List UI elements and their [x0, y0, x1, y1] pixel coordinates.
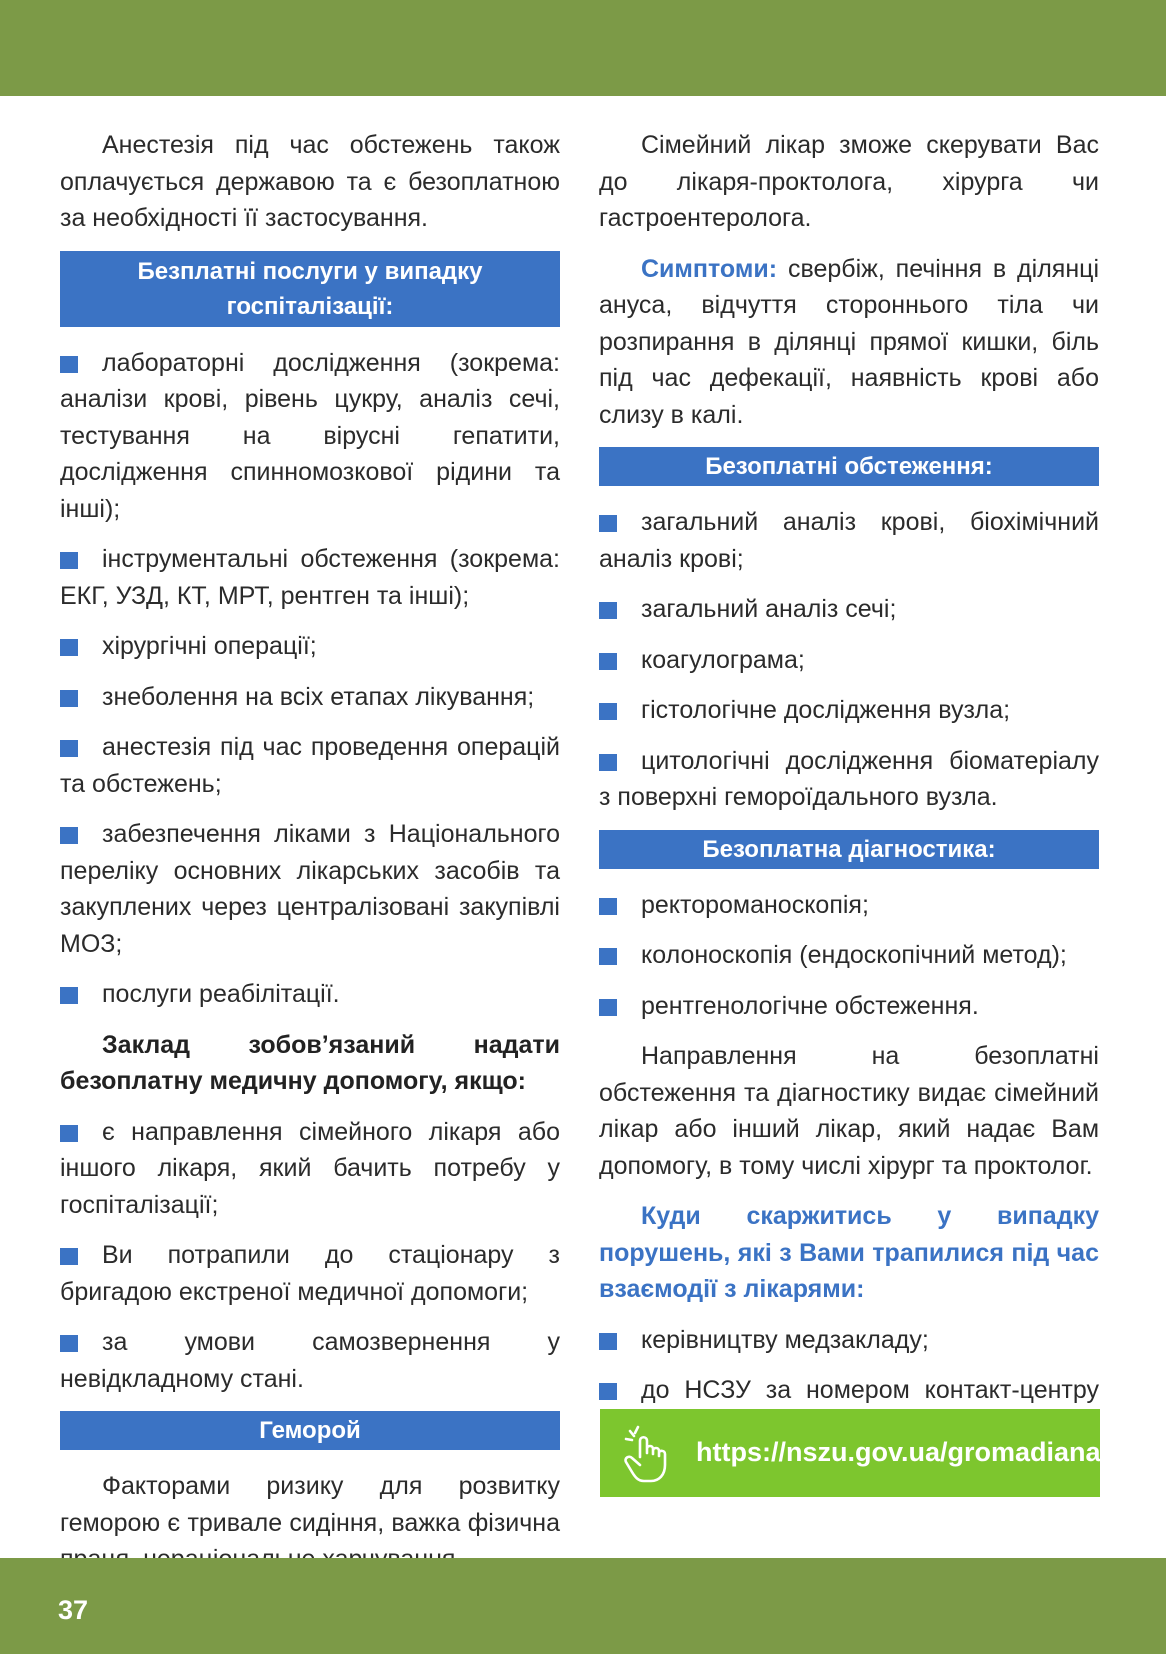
- bullet-square-icon: [60, 987, 78, 1004]
- symptoms-lead: Симптоми:: [641, 254, 778, 283]
- right-column: [599, 127, 1099, 1459]
- bullet-square-icon: [599, 754, 617, 771]
- referral-paragraph: Сімейний лікар зможе скерувати Вас до лікаря-проктолога, хірурга чи гастроентеролога.: [599, 131, 1099, 232]
- bullet-square-icon: [60, 827, 78, 844]
- bullet-square-icon: [60, 1335, 78, 1352]
- bullet-square-icon: [599, 1383, 617, 1400]
- complain-heading: Куди скаржитись у випадку порушень, які з Вами трапилися під час взаємодії з лікарями:: [599, 1202, 1099, 1303]
- hospitalization-title: Безплатні послуги у випадку госпіталізації:: [60, 251, 560, 327]
- list-item: знеболення на всіх етапах лікування;: [60, 679, 560, 716]
- bullet-square-icon: [60, 552, 78, 569]
- bullet-square-icon: [599, 653, 617, 670]
- top-band: [0, 0, 1166, 96]
- bullet-square-icon: [599, 1333, 617, 1350]
- list-item: гістологічне дослідження вузла;: [599, 692, 1099, 729]
- list-item: хірургічні операції;: [60, 628, 560, 665]
- bullet-square-icon: [599, 898, 617, 915]
- risk-factors-paragraph: Факторами ризику для розвитку геморою є тривале сидіння, важка фізична: [60, 1472, 560, 1537]
- list-item: Ви потрапили до стаціонару з бригадою екстреної медичної допомоги;: [60, 1241, 560, 1306]
- page-number: 37: [58, 1595, 89, 1625]
- bullet-square-icon: [60, 639, 78, 656]
- nszu-link-box[interactable]: [600, 1409, 1125, 1497]
- bullet-square-icon: [60, 356, 78, 373]
- direction-paragraph: Направлення на безоплатні обстеження та діагностику видає сімейний лікар або інший лікар, який надає Вам допомогу, в тому числі хірург та проктолог.: [599, 1042, 1099, 1180]
- list-item: до НСЗУ за номером контакт-центру: [599, 1372, 1099, 1445]
- list-item: загальний аналіз сечі;: [599, 591, 1099, 628]
- list-item: послуги реабілітації.: [60, 976, 560, 1013]
- list-item: ректороманоскопія;: [599, 887, 1099, 924]
- bullet-square-icon: [599, 602, 617, 619]
- symptoms-text: свербіж, печіння в ділянці ануса, відчуття стороннього тіла чи розпирання в ділянці прямої кишки, біль під час дефекації, наявність крові або слизу в калі.: [599, 254, 1099, 429]
- bullet-square-icon: [60, 690, 78, 707]
- list-item: анестезія під час проведення операцій та обстежень;: [60, 733, 560, 798]
- list-item: за умови самозвернення у невідкладному стані.: [60, 1328, 560, 1393]
- left-column: [60, 127, 560, 1592]
- bullet-square-icon: [599, 999, 617, 1016]
- list-item: коагулограма;: [599, 642, 1099, 679]
- list-item: колоноскопія (ендоскопічний метод);: [599, 937, 1099, 974]
- hand-pointer-icon: [614, 1421, 676, 1485]
- nszu-link[interactable]: https://nszu.gov.ua/gromadianam: [696, 1437, 1125, 1467]
- exams-title: Безоплатні обстеження:: [599, 447, 1099, 486]
- hemorrhoid-title: Геморой: [60, 1411, 560, 1450]
- bullet-square-icon: [60, 1248, 78, 1265]
- obliged-heading: Заклад зобов’язаний надати безоплатну медичну допомогу, якщо:: [60, 1030, 560, 1095]
- list-item: загальний аналіз крові, біохімічний аналіз крові;: [599, 508, 1099, 573]
- intro-paragraph: Анестезія під час обстежень також оплачується державою та є безоплатною за необхідності її застосування.: [60, 131, 560, 232]
- bottom-band: [0, 1558, 1166, 1654]
- symptoms-paragraph: [599, 251, 1099, 434]
- diagnostics-title: Безоплатна діагностика:: [599, 830, 1099, 869]
- list-item: є направлення сімейного лікаря або іншого лікаря, який бачить потребу у госпіталізації;: [60, 1117, 560, 1219]
- list-item: лабораторні дослідження (зокрема: аналізи крові, рівень цукру, аналіз сечі, тестування на вірусні гепатити, дослідження спинномозкової рідини та інші);: [60, 348, 560, 523]
- bullet-square-icon: [599, 515, 617, 532]
- list-item: інструментальні обстеження (зокрема: ЕКГ, УЗД, КТ, МРТ, рентген та інші);: [60, 545, 560, 610]
- list-item: рентгенологічне обстеження.: [599, 988, 1099, 1025]
- bullet-square-icon: [599, 948, 617, 965]
- bullet-square-icon: [599, 703, 617, 720]
- list-item: керівництву медзакладу;: [599, 1322, 1099, 1359]
- list-item: забезпечення ліками з Національного переліку основних лікарських засобів та закуплених через централізовані закупівлі МОЗ;: [60, 820, 560, 958]
- bullet-square-icon: [60, 1125, 78, 1142]
- bullet-square-icon: [60, 740, 78, 757]
- list-item: цитологічні дослідження біоматеріалу з поверхні гемороїдального вузла.: [599, 746, 1099, 811]
